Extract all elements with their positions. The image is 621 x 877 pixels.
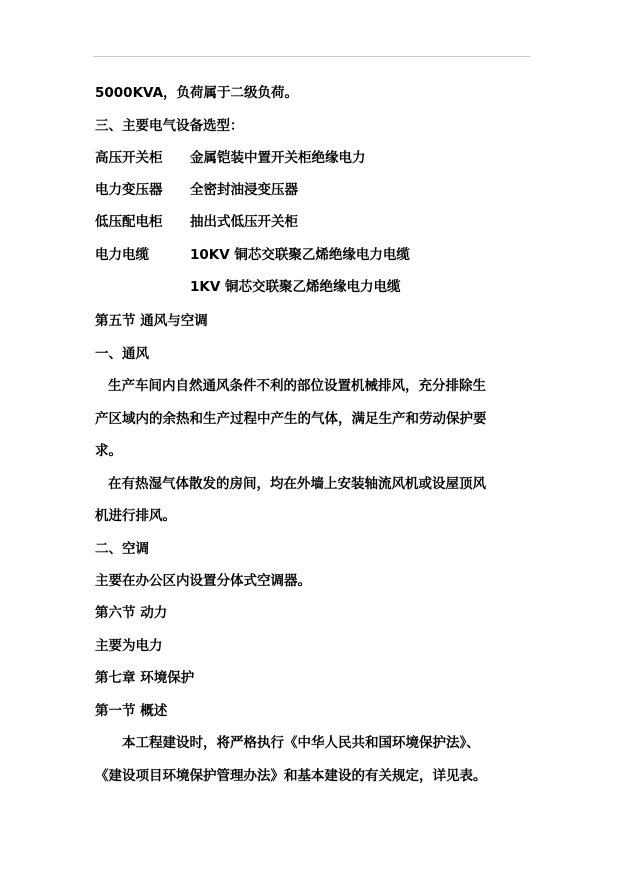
equipment-desc: 金属铠装中置开关柜绝缘电力	[190, 150, 366, 166]
ventilation-paragraph-1-line-3: 求。	[95, 443, 122, 459]
section-5-heading: 第五节 通风与空调	[95, 313, 208, 329]
equipment-desc: 抽出式低压开关柜	[190, 214, 298, 230]
capacity-line: 5000KVA，负荷属于二级负荷。	[95, 85, 299, 101]
equipment-term: 高压开关柜	[95, 150, 163, 166]
equipment-heading: 三、主要电气设备选型：	[95, 118, 244, 134]
ventilation-heading: 一、通风	[95, 346, 149, 362]
ac-text: 主要在办公区内设置分体式空调器。	[95, 573, 311, 589]
section-1-heading: 第一节 概述	[95, 703, 168, 719]
ventilation-paragraph-2-line-2: 机进行排风。	[95, 508, 176, 524]
chapter-7-heading: 第七章 环境保护	[95, 670, 195, 686]
section-6-heading: 第六节 动力	[95, 605, 168, 621]
overview-line-2: 《建设项目环境保护管理办法》和基本建设的有关规定，详见表。	[95, 768, 487, 784]
equipment-row	[95, 149, 366, 167]
ventilation-paragraph-1-line-2: 产区域内的余热和生产过程中产生的气体，满足生产和劳动保护要	[95, 411, 487, 427]
equipment-row	[95, 246, 410, 264]
ventilation-paragraph-1-line-1: 生产车间内自然通风条件不利的部位设置机械排风，充分排除生	[108, 378, 486, 394]
equipment-term: 低压配电柜	[95, 214, 163, 230]
header-rule	[93, 56, 530, 57]
equipment-desc: 10KV 铜芯交联聚乙烯绝缘电力电缆	[190, 247, 410, 263]
ac-heading: 二、空调	[95, 541, 149, 557]
equipment-desc: 全密封油浸变压器	[190, 182, 298, 198]
ventilation-paragraph-2-line-1: 在有热湿气体散发的房间，均在外墙上安装轴流风机或设屋顶风	[108, 476, 486, 492]
power-text: 主要为电力	[95, 638, 163, 654]
equipment-row	[95, 213, 298, 231]
overview-line-1: 本工程建设时，将严格执行《中华人民共和国环境保护法》、	[122, 735, 480, 751]
equipment-row	[95, 181, 298, 199]
cable-line-2: 1KV 铜芯交联聚乙烯绝缘电力电缆	[190, 279, 401, 295]
equipment-term: 电力电缆	[95, 247, 149, 263]
equipment-term: 电力变压器	[95, 182, 163, 198]
